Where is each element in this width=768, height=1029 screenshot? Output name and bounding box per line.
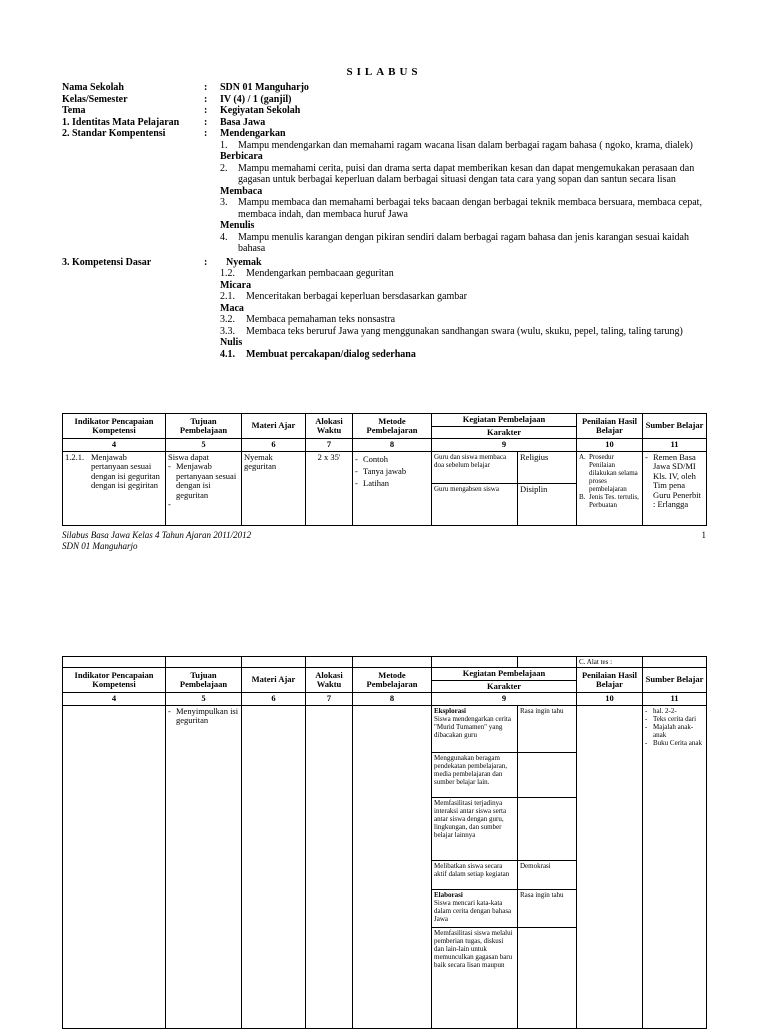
column-number: 5 xyxy=(166,693,242,706)
column-number: 6 xyxy=(242,439,306,452)
column-number: 11 xyxy=(643,439,707,452)
theme-label: Tema xyxy=(62,105,86,116)
assessment-letter: B. xyxy=(579,492,586,501)
header-character: Karakter xyxy=(432,680,577,693)
header-source: Sumber Belajar xyxy=(643,414,707,439)
kd-num: 1.2. xyxy=(220,268,235,279)
column-number: 7 xyxy=(306,439,353,452)
column-number: 4 xyxy=(63,693,166,706)
material-cell: Nyemak geguritan xyxy=(242,451,306,525)
kd-label: 3. Kompetensi Dasar xyxy=(62,256,152,268)
goal-item: Menjawab pertanyaan sesuai dengan isi geguritan xyxy=(176,461,237,500)
header-material: Materi Ajar xyxy=(242,668,306,693)
activity-head: Elaborasi xyxy=(434,890,463,899)
standard-head: Membaca xyxy=(220,185,263,197)
header-indicator: Indikator Pencapaian Kompetensi xyxy=(63,414,166,439)
method-item: Latihan xyxy=(363,477,389,488)
character-value: Rasa ingin tahu xyxy=(518,890,576,928)
header-goal: Tujuan Pembelajaan xyxy=(166,414,242,439)
standard-text: Mampu memahami cerita, puisi dan drama serta dapat memberikan kesan dan dapat mengemukakan perasaan dan gagasan untuk berbagai keperluan dalam berbagai situasi dengan tata cara yang sopan dan santun secara lisan xyxy=(238,162,695,185)
character-value: Disiplin xyxy=(520,483,548,494)
header-method: Metode Pembelajaran xyxy=(353,668,432,693)
source-item: Teks cerita dari xyxy=(653,714,697,723)
goal-intro: Siswa dapat xyxy=(168,451,209,462)
kd-head: Nyemak xyxy=(226,256,262,268)
standard-text: Mampu mendengarkan dan memahami ragam wacana lisan dalam berbagai ragam bahasa ( ngoko, krama, dialek) xyxy=(238,139,693,151)
column-number: 7 xyxy=(306,693,353,706)
kd-head: Micara xyxy=(220,279,252,291)
activity-text: Memfasilitasi siswa melalui pemberian tugas, diskusi dan lain-lain untuk memunculkan gagasan baru baik secara lisan maupun xyxy=(434,928,513,969)
indicator-text: Menjawab pertanyaan sesuai dengan isi geguritan dengan isi gegiritan xyxy=(91,451,160,490)
header-source: Sumber Belajar xyxy=(643,668,707,693)
page-title: SILABUS xyxy=(346,66,422,78)
kd-text: Menceritakan berbagai keperluan bersdasarkan gambar xyxy=(246,291,468,302)
theme-value: Kegiyatan Sekolah xyxy=(220,105,301,116)
column-number: 8 xyxy=(353,439,432,452)
column-number: 8 xyxy=(353,693,432,706)
character-value: Religius xyxy=(518,452,576,484)
kd-num: 3.2. xyxy=(220,314,235,325)
header-character: Karakter xyxy=(432,426,577,439)
standard-num: 3. xyxy=(220,197,228,208)
standard-text: Mampu menulis karangan dengan pikiran sendiri dalam berbagai ragam bahasa dan jenis karangan sesuai kaidah bahasa xyxy=(238,231,689,254)
source-item: Majalah anak-anak xyxy=(653,722,694,739)
goal-item: - xyxy=(168,499,171,509)
column-number: 11 xyxy=(643,693,707,706)
time-cell: 2 x 35' xyxy=(306,451,353,525)
kd-num: 4.1. xyxy=(220,348,235,360)
subject-value: Basa Jawa xyxy=(220,116,266,128)
activity-text: Guru mengabsen siswa xyxy=(434,484,499,493)
class-value: IV (4) / 1 (ganjil) xyxy=(220,93,292,105)
school-value: SDN 01 Manguharjo xyxy=(220,82,309,93)
header-assessment: Penilaian Hasil Belajar xyxy=(577,668,643,693)
activity-text: Menggunakan beragam pendekatan pembelajaran, media pembelajaran dan sumber belajar lain. xyxy=(432,753,517,798)
header-goal: Tujuan Pembelajaan xyxy=(166,668,242,693)
column-number: 9 xyxy=(432,693,577,706)
column-number: 5 xyxy=(166,439,242,452)
syllabus-table xyxy=(62,413,707,526)
header-time: Alokasi Waktu xyxy=(306,414,353,439)
source-item: hal. 2-2- xyxy=(653,706,677,715)
header-activity: Kegiatan Pembelajaan xyxy=(432,668,577,681)
header-assessment: Penilaian Hasil Belajar xyxy=(577,414,643,439)
syllabus-table-continued xyxy=(62,656,707,1029)
assessment-note: C. Alat tes : xyxy=(577,657,643,668)
identity-section: Nama Sekolah : SDN 01 Manguharjo Kelas/Semester : IV (4) / 1 (ganjil) Tema : Kegiyatan Sekolah 1. Identitas Mata Pelajaran : Basa Jawa 2. Standar Kompentensi : Mendengarkan 1. Mampu mendengarkan dan memahami ragam wacana lisan dalam berbagai ragam bahasa ( ngoko, krama, dialek) Berbicara 2. Mampu memahami cerita, puisi dan drama serta dapat memberikan kesan dan dapat mengemukakan perasaan dan gagasan untuk berbagai keperluan dalam berbagai situasi dengan tata cara yang sopan dan santun secara lisan Membaca 3. Mampu membaca dan memahami berbagai teks bacaan dengan berbagai teknik membaca bersuara, membaca cepat, membaca indah, dan membaca huruf Jawa Menulis 4. Mampu menulis karangan dengan pikiran sendiri dalam berbagai ragam bahasa dan jenis karangan sesuai kaidah bahasa 3. Kompetensi Dasar : Nyemak 1.2. Mendengarkan pembacaan geguritan Micara 2.1. Menceritakan berbagai keperluan bersdasarkan gambar Maca 3.2. Membaca pemahaman teks nonsastra 3.3. Membaca teks beruruf Jawa yang menggunakan sandhangan swara (wulu, skuku, pepel, taling, taling tarung) Nulis 4.1. Membuat percakapan/dialog sederhana xyxy=(62,82,702,360)
source-item: Buku Cerita anak xyxy=(653,738,702,747)
subject-label: 1. Identitas Mata Pelajaran xyxy=(62,116,180,128)
standard-num: 4. xyxy=(220,231,228,243)
standard-head: Menulis xyxy=(220,220,255,231)
kd-num: 2.1. xyxy=(220,291,235,302)
column-number: 10 xyxy=(577,693,643,706)
header-activity: Kegiatan Pembelajaan xyxy=(432,414,577,427)
standard-text: Mampu membaca dan memahami berbagai teks bacaan dengan berbagai teknik membaca bersuara, membaca cepat, membaca indah, dan membaca huruf Jawa xyxy=(238,197,702,220)
assessment-text: Prosedur Penilaian dilakukan selama proses pembelajaran xyxy=(589,452,638,493)
column-number: 6 xyxy=(242,693,306,706)
sk-head: Mendengarkan xyxy=(220,128,286,139)
activity-head: Eksplorasi xyxy=(434,706,466,715)
activity-text: Melibatkan siswa secara aktif dalam setiap kegiatan xyxy=(432,861,517,890)
standard-head: Berbicara xyxy=(220,151,263,162)
header-material: Materi Ajar xyxy=(242,414,306,439)
standard-num: 2. xyxy=(220,162,228,174)
method-item: Tanya jawab xyxy=(363,465,407,476)
indicator-num: 1.2.1. xyxy=(65,451,85,462)
kd-num: 3.3. xyxy=(220,325,235,337)
class-label: Kelas/Semester xyxy=(62,93,128,105)
activity-text: Siswa mencari kata-kata dalam cerita dengan bahasa Jawa xyxy=(434,898,512,923)
kd-text: Membaca pemahaman teks nonsastra xyxy=(246,314,396,325)
table-row: - Menyimpulkan isi geguritan Eksplorasi Siswa mendengarkan cerita "Murid Tumamen" yang dibacakan guru Menggunakan beragam pendekatan pembelajaran, media pembelajaran dan sumber belajar lain. Memfasilitasi terjadinya interaksi antar siswa serta antar siswa dengan guru, lingkungan, dan sumber belajar lainnya Melibatkan siswa secara aktif dalam setiap kegiatan Elaborasi Siswa mencari kata-kata dalam cerita dengan bahasa Jawa Memfasilitasi siswa melalui pemberian tugas, diskusi dan lain-lain untuk memunculkan gagasan baru baik secara lisan maupun Rasa ingin tahu Demokrasi Rasa ingin tahu - hal. 2-2- - Teks cerita dari - Majalah anak-anak - Buku Cerita anak xyxy=(63,705,707,1028)
method-item: Contoh xyxy=(363,453,389,464)
character-value: Demokrasi xyxy=(518,861,576,890)
column-number: 10 xyxy=(577,439,643,452)
column-number: 9 xyxy=(432,439,577,452)
character-value: Rasa ingin tahu xyxy=(518,706,576,753)
footer-line: Silabus Basa Jawa Kelas 4 Tahun Ajaran 2011/2012 xyxy=(62,530,252,540)
kd-text: Mendengarkan pembacaan geguritan xyxy=(246,268,394,279)
page-number: 1 xyxy=(701,530,706,540)
table-row: 1.2.1. Menjawab pertanyaan sesuai dengan isi geguritan dengan isi gegiritan Siswa dapat - Menjawab pertanyaan sesuai dengan isi geguritan - Nyemak geguritan 2 x 35' - Contoh - Tanya jawab - Latihan Guru dan siswa membaca doa sebelum belajar Guru mengabsen siswa Religius Disiplin A. Prosedur Penilaian dilakukan selama proses pembelajaran B. Jenis Tes. tertulis, Perbuatan - Remen Basa Jawa SD/MI Kls. IV, oleh Tim pena Guru Penerbit : Erlangga xyxy=(63,451,707,525)
source-item: Remen Basa Jawa SD/MI Kls. IV, oleh Tim pena Guru Penerbit : Erlangga xyxy=(653,451,701,509)
kd-head: Nulis xyxy=(220,337,243,348)
goal-item: Menyimpulkan isi geguritan xyxy=(176,705,239,725)
school-label: Nama Sekolah xyxy=(62,82,124,93)
header-indicator: Indikator Pencapaian Kompetensi xyxy=(63,668,166,693)
assessment-text: Jenis Tes. tertulis, Perbuatan xyxy=(589,492,639,509)
kd-head: Maca xyxy=(220,302,244,314)
header-time: Alokasi Waktu xyxy=(306,668,353,693)
standard-num: 1. xyxy=(220,139,228,151)
header-method: Metode Pembelajaran xyxy=(353,414,432,439)
activity-text: Guru dan siswa membaca doa sebelum belajar xyxy=(432,452,517,484)
activity-text: Siswa mendengarkan cerita "Murid Tumamen" yang dibacakan guru xyxy=(434,714,511,739)
footer xyxy=(62,530,706,552)
column-number: 4 xyxy=(63,439,166,452)
assessment-letter: A. xyxy=(579,452,586,461)
footer-line: SDN 01 Manguharjo xyxy=(62,541,138,551)
kd-text: Membaca teks beruruf Jawa yang menggunakan sandhangan swara (wulu, skuku, pepel, taling, taling tarung) xyxy=(246,325,683,337)
activity-text: Memfasilitasi terjadinya interaksi antar siswa serta antar siswa dengan guru, lingkungan, dan sumber belajar lainnya xyxy=(432,798,517,861)
sk-label: 2. Standar Kompentensi xyxy=(62,128,166,139)
kd-text: Membuat percakapan/dialog sederhana xyxy=(246,348,416,360)
